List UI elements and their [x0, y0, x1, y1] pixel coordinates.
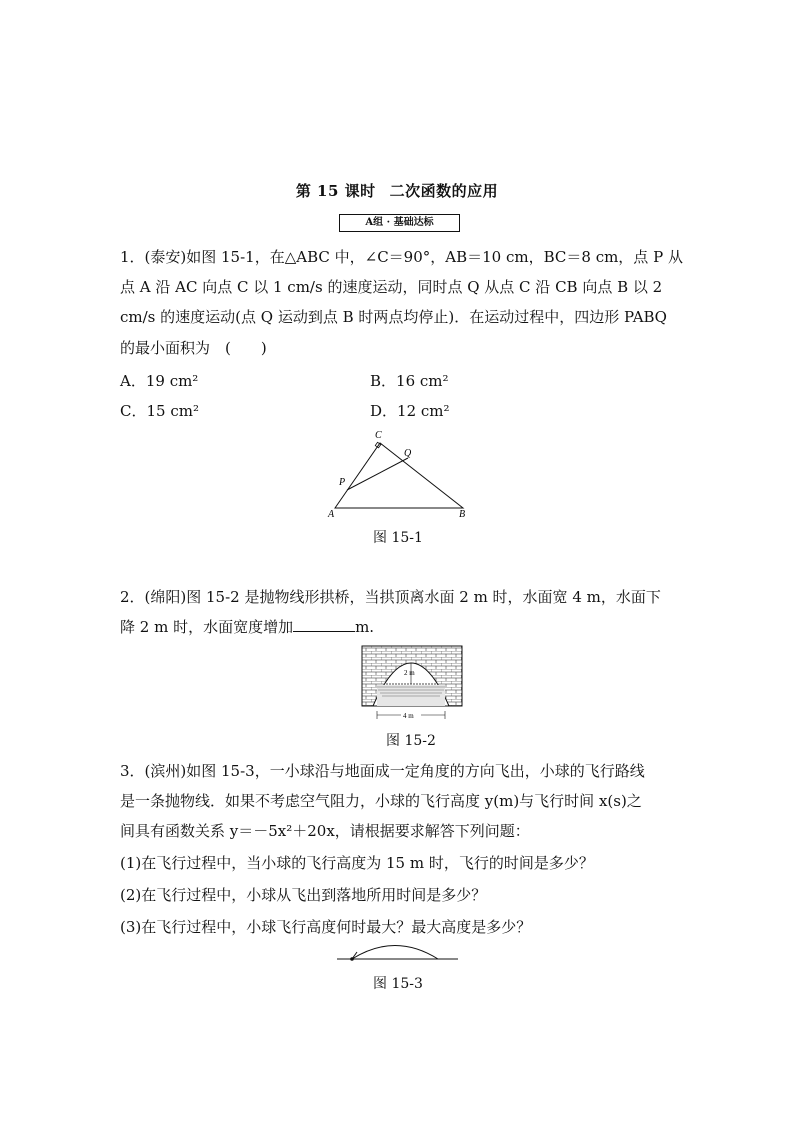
q1-option-d: D．12 cm² [370, 402, 450, 420]
label-b: B [459, 509, 466, 520]
page-title [0, 180, 794, 201]
label-p: P [339, 477, 346, 488]
q1-option-a: A．19 cm² [120, 372, 199, 390]
q1-option-b: B．16 cm² [370, 372, 449, 390]
triangle-figure [320, 425, 480, 525]
figure-15-3-caption: 图 15-3 [373, 976, 423, 992]
q2-line-2 [120, 616, 374, 637]
group-label: A组 · 基础达标 [339, 214, 460, 232]
lesson-number: 第 15 课时 [295, 182, 376, 200]
q3-line-2: 是一条抛物线．如果不考虑空气阻力，小球的飞行高度 y(m)与飞行时间 x(s)之 [120, 792, 642, 810]
q1-line-3: cm/s 的速度运动(点 Q 运动到点 B 时两点均停止)．在运动过程中，四边形 PABQ [120, 308, 667, 326]
answer-blank [293, 617, 355, 632]
height-label: 2 m [404, 669, 415, 677]
triangle-abc [335, 443, 463, 508]
arch-bridge-figure [361, 645, 463, 723]
q1-line-4: 的最小面积为 ( ) [120, 339, 267, 357]
q2-line-2-pre: 降 2 m 时，水面宽度增加 [120, 618, 294, 636]
lesson-topic: 二次函数的应用 [389, 182, 499, 200]
q2-line-2-post: m. [355, 618, 375, 636]
water-area [377, 685, 445, 706]
width-label: 4 m [403, 712, 414, 720]
q1-option-c: C．15 cm² [120, 402, 199, 420]
q3-line-1: 3．(滨州)如图 15-3，一小球沿与地面成一定角度的方向飞出，小球的飞行路线 [120, 762, 645, 780]
label-c: C [375, 430, 382, 441]
q3-sub-3: (3)在飞行过程中，小球飞行高度何时最大？最大高度是多少？ [120, 918, 532, 936]
trajectory-curve [352, 946, 438, 960]
q2-line-1: 2．(绵阳)图 15-2 是抛物线形拱桥，当拱顶离水面 2 m 时，水面宽 4 m，水面下 [120, 588, 661, 606]
q1-line-2: 点 A 沿 AC 向点 C 以 1 cm/s 的速度运动，同时点 Q 从点 C 沿 CB 向点 B 以 2 [120, 278, 663, 296]
label-q: Q [404, 448, 412, 459]
q3-sub-2: (2)在飞行过程中，小球从飞出到落地所用时间是多少？ [120, 886, 487, 904]
label-a: A [328, 509, 335, 520]
figure-15-1-caption: 图 15-1 [373, 530, 423, 546]
figure-15-2-caption: 图 15-2 [386, 733, 436, 749]
q1-line-1: 1．(泰安)如图 15-1，在△ABC 中，∠C＝90°，AB＝10 cm，BC＝8 cm，点 P 从 [120, 248, 683, 266]
q3-sub-1: (1)在飞行过程中，当小球的飞行高度为 15 m 时，飞行的时间是多少？ [120, 854, 594, 872]
segment-pq [347, 458, 408, 490]
ball-trajectory-figure [335, 940, 460, 965]
q3-line-3: 间具有函数关系 y＝－5x²＋20x，请根据要求解答下列问题： [120, 822, 530, 840]
